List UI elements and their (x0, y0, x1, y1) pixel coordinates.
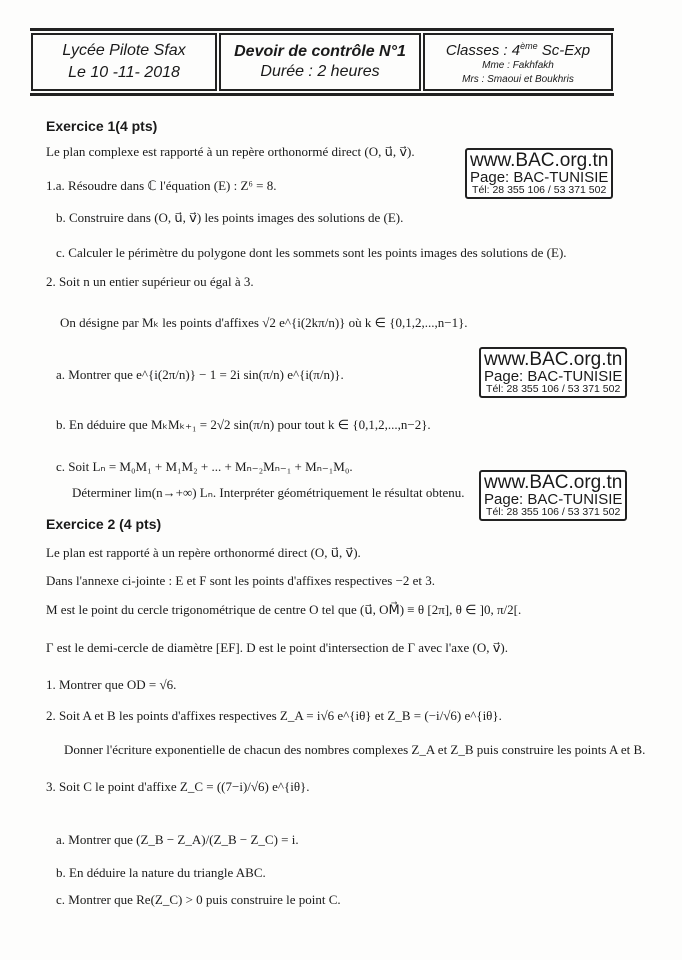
ex2-m-definition: M est le point du cercle trigonométrique de centre O tel que (u⃗, OM⃗) ≡ θ [2π], θ ∈ ]0, π/2[. (46, 602, 522, 617)
ex2-q1: 1. Montrer que OD = √6. (46, 677, 177, 692)
ex2-q3c: c. Montrer que Re(Z_C) > 0 puis construire le point C. (56, 892, 341, 907)
ex1-q2a: a. Montrer que e^{i(2π/n)} − 1 = 2i sin(π/n) e^{i(π/n)}. (56, 367, 344, 382)
exercise-2-title: Exercice 2 (4 pts) (46, 516, 162, 532)
ex1-q2c-determine: Déterminer lim(n→+∞) Lₙ. Interpréter géométriquement le résultat obtenu. (72, 485, 465, 500)
school-name: Lycée Pilote Sfax (62, 42, 186, 59)
teacher-1: Mme : Fakhfakh (482, 59, 554, 71)
watermark-stamp (479, 470, 627, 521)
ex1-q2c: c. Soit Lₙ = M₀M₁ + M₁M₂ + ... + Mₙ₋₂Mₙ₋₁ + Mₙ₋₁M₀. (56, 459, 353, 474)
ex2-q3b: b. En déduire la nature du triangle ABC. (56, 865, 266, 880)
ex2-q3a: a. Montrer que (Z_B − Z_A)/(Z_B − Z_C) = i. (56, 832, 299, 847)
ex2-q2: 2. Soit A et B les points d'affixes respectives Z_A = i√6 e^{iθ} et Z_B = (−i/√6) e^{iθ}. (46, 708, 502, 723)
exam-date: Le 10 -11- 2018 (68, 64, 180, 81)
stamp-page: Page: BAC-TUNISIE (470, 169, 609, 186)
stamp-page: Page: BAC-TUNISIE (484, 491, 623, 508)
ex1-q2-def: On désigne par Mₖ les points d'affixes √2 e^{i(2kπ/n)} où k ∈ {0,1,2,...,n−1}. (60, 315, 468, 330)
stamp-url: www.BAC.org.tn (470, 150, 609, 171)
school-cell (31, 33, 217, 91)
ex1-q2: 2. Soit n un entier supérieur ou égal à 3. (46, 274, 254, 289)
teacher-2: Mrs : Smaoui et Boukhris (462, 73, 574, 85)
watermark-stamp (465, 148, 613, 199)
ex2-intro: Le plan est rapporté à un repère orthonormé direct (O, u⃗, v⃗). (46, 545, 361, 560)
stamp-page: Page: BAC-TUNISIE (484, 368, 623, 385)
stamp-url: www.BAC.org.tn (484, 349, 623, 370)
stamp-tel: Tél: 28 355 106 / 53 371 502 (472, 184, 607, 196)
exam-title: Devoir de contrôle N°1 (234, 43, 406, 60)
ex1-q1c: c. Calculer le périmètre du polygone dont les sommets sont les points images des solutions de (E). (56, 245, 567, 260)
class-label (425, 38, 611, 59)
ex1-q1a: 1.a. Résoudre dans ℂ l'équation (E) : Z⁶ = 8. (46, 178, 277, 193)
stamp-tel: Tél: 28 355 106 / 53 371 502 (486, 506, 621, 518)
exercise-1-title: Exercice 1(4 pts) (46, 118, 158, 134)
ex2-q2-give: Donner l'écriture exponentielle de chacun des nombres complexes Z_A et Z_B puis construire les points A et B. (64, 742, 646, 757)
watermark-stamp (479, 347, 627, 398)
ex2-q3: 3. Soit C le point d'affixe Z_C = ((7−i)/√6) e^{iθ}. (46, 779, 310, 794)
stamp-url: www.BAC.org.tn (484, 472, 623, 493)
exam-duration: Durée : 2 heures (260, 63, 380, 80)
ex2-gamma: Γ est le demi-cercle de diamètre [EF]. D est le point d'intersection de Γ avec l'axe (O, v⃗). (46, 640, 509, 655)
ex2-annexe: Dans l'annexe ci-jointe : E et F sont les points d'affixes respectives −2 et 3. (46, 573, 436, 588)
title-cell (219, 33, 421, 91)
class-sup: ème (520, 40, 538, 51)
ex1-q2b: b. En déduire que MₖMₖ₊₁ = 2√2 sin(π/n) pour tout k ∈ {0,1,2,...,n−2}. (56, 417, 431, 432)
stamp-tel: Tél: 28 355 106 / 53 371 502 (486, 383, 621, 395)
class-suffix: Sc-Exp (537, 41, 591, 59)
class-prefix: Classes : 4 (445, 41, 521, 59)
class-cell (423, 33, 613, 91)
ex1-q1b: b. Construire dans (O, u⃗, v⃗) les points images des solutions de (E). (56, 210, 404, 225)
ex1-intro: Le plan complexe est rapporté à un repère orthonormé direct (O, u⃗, v⃗). (46, 144, 415, 159)
exam-header (30, 28, 614, 96)
